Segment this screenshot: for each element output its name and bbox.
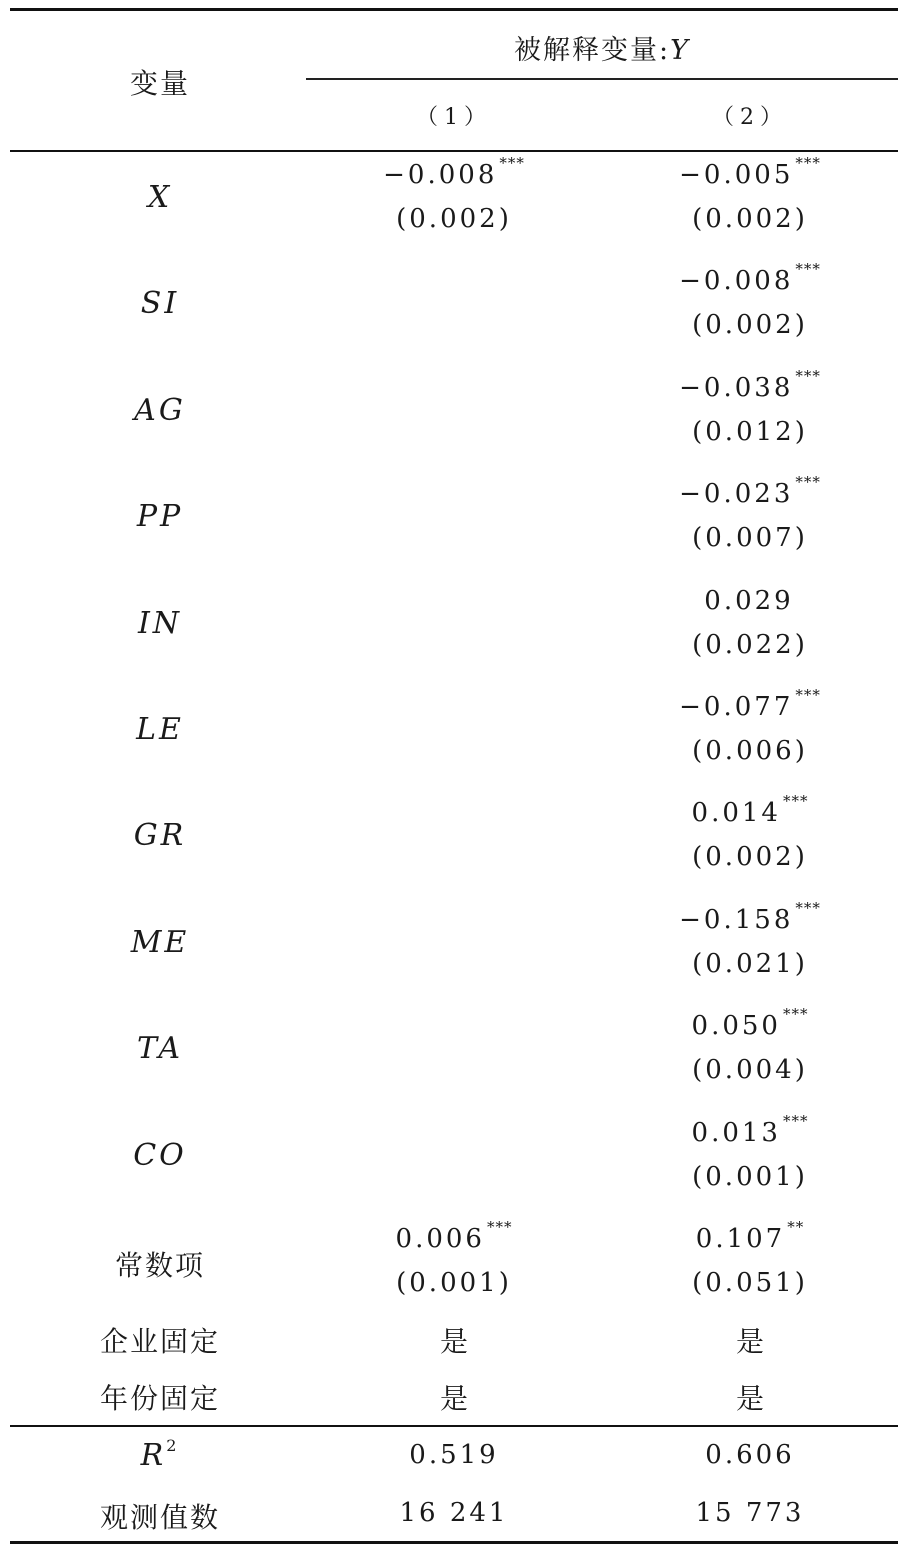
coefficient-value: 0.050 xyxy=(691,1011,781,1042)
stats-rule xyxy=(10,1425,898,1427)
coefficient-value: 0.013 xyxy=(691,1117,781,1148)
r-squared-exponent: 2 xyxy=(166,1436,180,1455)
variable-name: GR xyxy=(133,818,187,854)
coefficient-value: −0.008 xyxy=(679,266,794,297)
significance-stars: *** xyxy=(486,1218,513,1236)
std-error-col2: (0.021) xyxy=(692,948,808,979)
coefficient-col2 xyxy=(602,366,898,403)
std-error-col2: (0.006) xyxy=(692,736,808,766)
std-error-col2: (0.001) xyxy=(692,1161,808,1192)
column-1-header: （1） xyxy=(416,105,492,130)
coefficient-col2 xyxy=(602,1111,898,1148)
year-fixed-col2: 是 xyxy=(735,1382,764,1415)
column-2-header: （2） xyxy=(712,105,788,130)
coefficient-value: 0.006 xyxy=(395,1224,485,1254)
std-error-col2: (0.002) xyxy=(692,204,808,234)
observations-label: 观测值数 xyxy=(99,1501,220,1534)
significance-stars: ** xyxy=(787,1218,805,1236)
r-squared-col1: 0.519 xyxy=(409,1440,499,1470)
coefficient-value: −0.008 xyxy=(383,160,498,190)
coefficient-value: −0.038 xyxy=(679,372,794,403)
coefficient-value: 0.029 xyxy=(704,585,794,616)
coefficient-col2 xyxy=(602,260,898,297)
bottom-rule xyxy=(10,1541,898,1544)
coefficient-value: −0.077 xyxy=(679,692,794,722)
header-sub-rule xyxy=(306,78,898,80)
significance-stars: *** xyxy=(499,154,525,172)
std-error-col2: (0.002) xyxy=(692,842,808,873)
variable-name: CO xyxy=(133,1137,187,1173)
coefficient-col2 xyxy=(602,586,898,616)
observations-col1: 16 241 xyxy=(399,1498,509,1528)
significance-stars: *** xyxy=(795,686,821,704)
coefficient-value: −0.005 xyxy=(679,160,794,190)
variable-name: IN xyxy=(137,605,183,641)
coefficient-col2 xyxy=(602,1005,898,1042)
std-error-col2: (0.012) xyxy=(692,416,808,447)
significance-stars: *** xyxy=(782,792,809,811)
variable-name: AG xyxy=(134,392,186,428)
std-error-col2: (0.022) xyxy=(692,629,808,660)
header-variable-label xyxy=(20,62,300,102)
std-error-col2: (0.004) xyxy=(692,1055,808,1086)
variable-name: LE xyxy=(136,712,184,747)
variable-name: 常数项 xyxy=(114,1249,205,1282)
significance-stars: *** xyxy=(795,154,821,172)
significance-stars: *** xyxy=(795,898,821,917)
variable-name: ME xyxy=(130,924,190,960)
header-bottom-rule xyxy=(10,150,898,152)
firm-fixed-col2: 是 xyxy=(735,1325,764,1358)
variable-name: X xyxy=(147,180,173,215)
year-fixed-label: 年份固定 xyxy=(99,1382,220,1415)
header-dependent-label xyxy=(306,28,898,67)
coefficient-col1 xyxy=(306,154,602,190)
std-error-col2: (0.007) xyxy=(692,523,808,554)
firm-fixed-col1: 是 xyxy=(439,1325,468,1358)
significance-stars: *** xyxy=(782,1111,809,1130)
coefficient-col2 xyxy=(602,473,898,510)
coefficient-value: −0.023 xyxy=(679,479,794,510)
r-squared-symbol: R xyxy=(140,1438,167,1473)
year-fixed-col1: 是 xyxy=(439,1382,468,1415)
significance-stars: *** xyxy=(782,1005,809,1024)
firm-fixed-label: 企业固定 xyxy=(99,1325,220,1358)
coefficient-col2 xyxy=(602,898,898,935)
header-dependent-text: 被解释变量: xyxy=(514,35,671,66)
coefficient-value: −0.158 xyxy=(679,904,794,935)
std-error-col2: (0.002) xyxy=(692,310,808,341)
coefficient-col2 xyxy=(602,686,898,722)
r-squared-label xyxy=(20,1438,300,1473)
observations-col2: 15 773 xyxy=(695,1498,805,1528)
std-error-col1: (0.002) xyxy=(396,204,512,234)
coefficient-value: 0.014 xyxy=(691,798,781,829)
coefficient-col2 xyxy=(602,1218,898,1254)
header-variable-text: 变量 xyxy=(129,67,190,100)
significance-stars: *** xyxy=(795,366,821,385)
significance-stars: *** xyxy=(795,473,821,492)
std-error-col2: (0.051) xyxy=(692,1268,808,1298)
significance-stars: *** xyxy=(795,260,821,279)
std-error-col1: (0.001) xyxy=(396,1268,512,1298)
r-squared-col2: 0.606 xyxy=(705,1440,795,1470)
variable-name: PP xyxy=(136,499,184,535)
coefficient-col1 xyxy=(306,1218,602,1254)
header-dependent-var: Y xyxy=(670,35,690,66)
variable-name: SI xyxy=(140,286,180,322)
coefficient-col2 xyxy=(602,154,898,190)
coefficient-value: 0.107 xyxy=(695,1224,786,1254)
variable-name: TA xyxy=(136,1031,184,1067)
coefficient-col2 xyxy=(602,792,898,829)
top-rule xyxy=(10,8,898,11)
